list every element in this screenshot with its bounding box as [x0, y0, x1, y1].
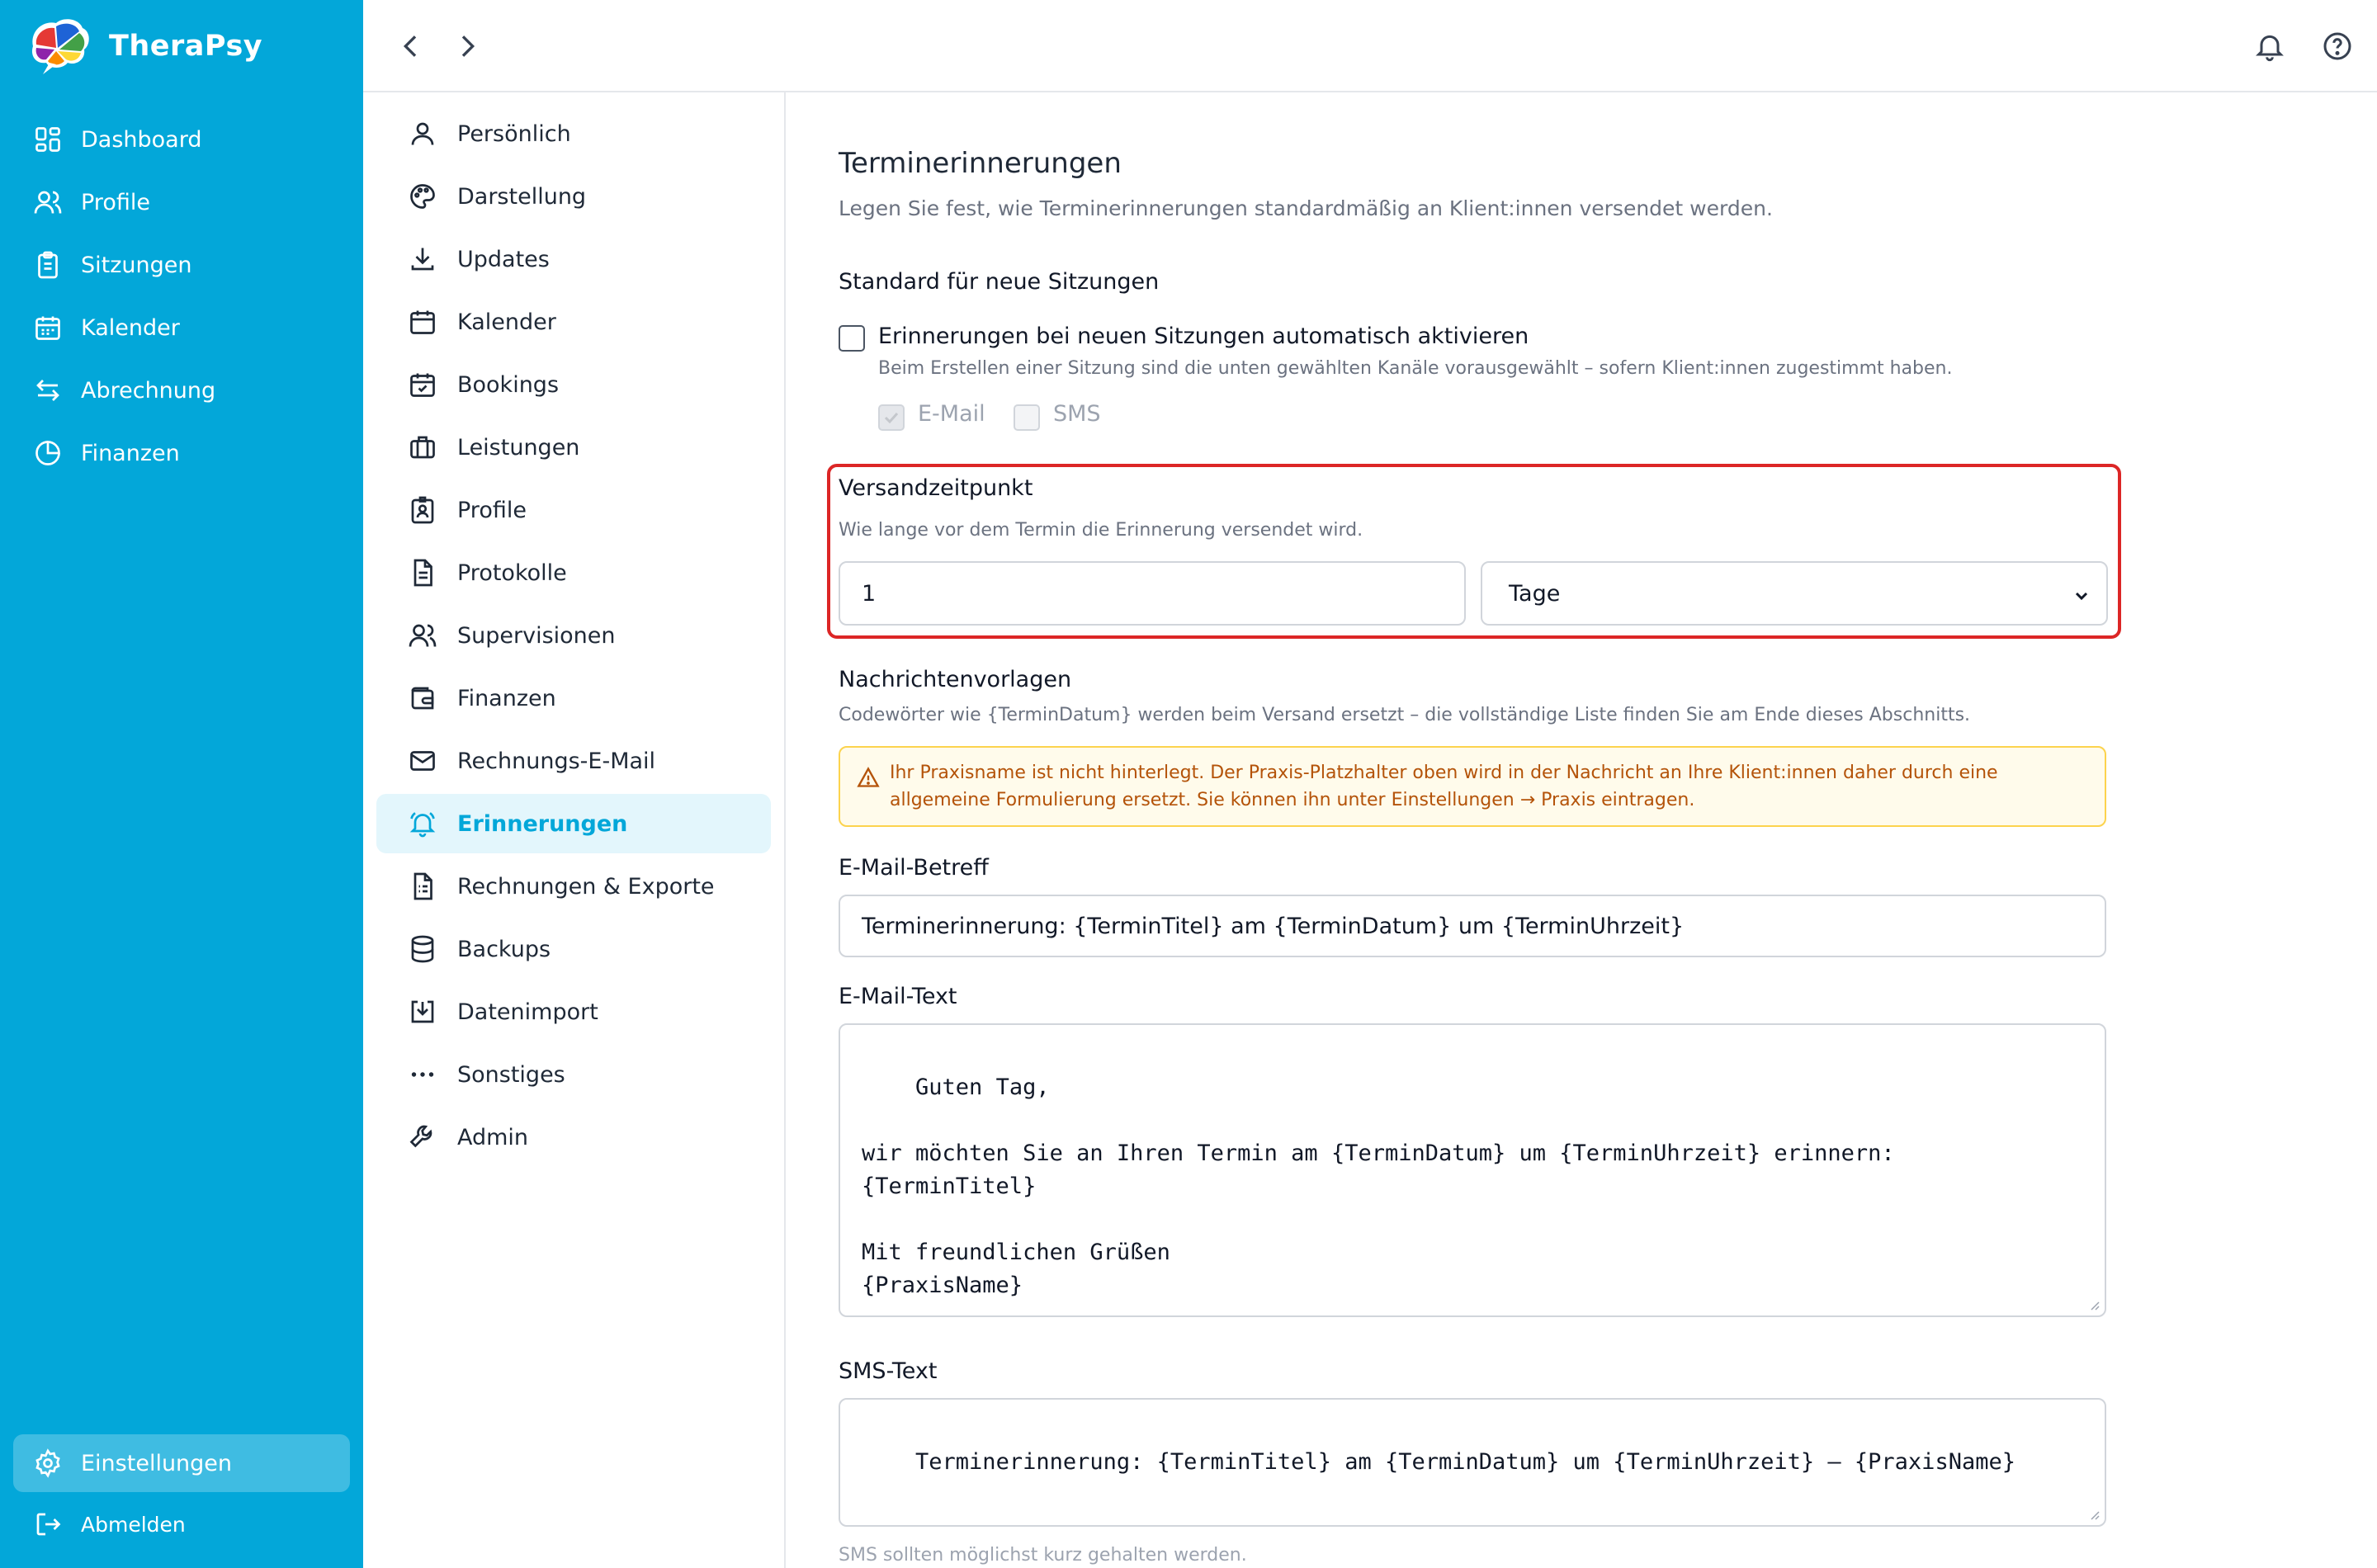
- channel-sms-checkbox[interactable]: [1014, 404, 1040, 431]
- logout-label: Abmelden: [81, 1512, 186, 1537]
- mail-icon: [408, 746, 437, 776]
- settings-item-sonstiges[interactable]: [376, 1045, 771, 1104]
- settings-item-label: Leistungen: [457, 434, 580, 460]
- nav-label: Einstellungen: [81, 1450, 233, 1476]
- settings-item-label: Datenimport: [457, 999, 598, 1025]
- settings-item-label: Darstellung: [457, 183, 587, 210]
- settings-item-bookings[interactable]: [376, 355, 771, 414]
- templates-heading: Nachrichtenvorlagen: [839, 667, 1072, 692]
- chevron-down-icon: [2072, 586, 2091, 606]
- email-body-label: E-Mail-Text: [839, 984, 957, 1009]
- help-button[interactable]: [2321, 30, 2354, 63]
- more-icon: [408, 1060, 437, 1089]
- bell-icon: [2253, 30, 2286, 63]
- settings-item-leistungen[interactable]: [376, 418, 771, 477]
- nav-item-kalender[interactable]: [13, 299, 350, 357]
- briefcase-icon: [408, 432, 437, 462]
- settings-item-label: Backups: [457, 936, 551, 962]
- auto-enable-help: Beim Erstellen einer Sitzung sind die unten gewählten Kanäle vorausgewählt – sofern Klient:innen zugestimmt haben.: [878, 358, 1953, 379]
- settings-item-protokolle[interactable]: [376, 543, 771, 602]
- database-icon: [408, 934, 437, 964]
- timing-help: Wie lange vor dem Termin die Erinnerung versendet wird.: [839, 520, 1363, 541]
- id-badge-icon: [408, 495, 437, 525]
- settings-item-label: Rechnungen & Exporte: [457, 873, 715, 900]
- palette-icon: [408, 182, 437, 211]
- sms-help: SMS sollten möglichst kurz gehalten werden.: [839, 1545, 1247, 1566]
- settings-item-persoenlich[interactable]: [376, 104, 771, 163]
- invoice-icon: [408, 871, 437, 901]
- channel-email-label: E-Mail: [918, 401, 985, 427]
- settings-item-label: Rechnungs-E-Mail: [457, 748, 656, 774]
- timing-unit-value: Tage: [1509, 580, 1561, 607]
- nav-item-profile[interactable]: [13, 173, 350, 231]
- templates-help: Codewörter wie {TerminDatum} werden beim Versand ersetzt – die vollständige Liste finden Sie am Ende dieses Abschnitts.: [839, 705, 1971, 725]
- pie-chart-icon: [33, 438, 63, 468]
- settings-item-darstellung[interactable]: [376, 167, 771, 226]
- settings-item-label: Protokolle: [457, 560, 567, 586]
- logout-icon: [33, 1509, 63, 1539]
- settings-nav: [363, 92, 786, 1568]
- sms-label: SMS-Text: [839, 1358, 938, 1384]
- chevron-left-icon: [395, 30, 428, 63]
- settings-item-rechnungs-email[interactable]: [376, 731, 771, 791]
- channel-sms-label: SMS: [1053, 401, 1101, 427]
- nav-item-finanzen[interactable]: [13, 424, 350, 482]
- email-subject-label: E-Mail-Betreff: [839, 855, 989, 881]
- settings-item-kalender[interactable]: [376, 292, 771, 352]
- resize-grip-icon[interactable]: [2086, 1507, 2100, 1520]
- settings-item-label: Admin: [457, 1124, 529, 1150]
- settings-item-supervisionen[interactable]: [376, 606, 771, 665]
- settings-item-admin[interactable]: [376, 1108, 771, 1167]
- nav-item-einstellungen[interactable]: [13, 1434, 350, 1492]
- settings-item-label: Supervisionen: [457, 622, 616, 649]
- settings-item-backups[interactable]: [376, 919, 771, 979]
- calendar-check-icon: [408, 370, 437, 399]
- settings-item-label: Sonstiges: [457, 1061, 565, 1088]
- sms-textarea[interactable]: [839, 1398, 2106, 1527]
- settings-item-profile[interactable]: [376, 480, 771, 540]
- nav-label: Profile: [81, 189, 150, 215]
- settings-item-label: Updates: [457, 246, 550, 272]
- settings-item-rechnungen-exporte[interactable]: [376, 857, 771, 916]
- nav-label: Dashboard: [81, 126, 202, 153]
- settings-item-label: Bookings: [457, 371, 560, 398]
- settings-item-label: Kalender: [457, 309, 556, 335]
- nav-label: Abrechnung: [81, 377, 216, 404]
- nav-label: Sitzungen: [81, 252, 192, 278]
- bell-ring-icon: [408, 809, 437, 838]
- page-title: Terminerinnerungen: [839, 147, 1122, 180]
- nav-item-sitzungen[interactable]: [13, 236, 350, 294]
- warning-text: Ihr Praxisname ist nicht hinterlegt. Der Praxis-Platzhalter oben wird in der Nachricht an Ihre Klient:innen daher durch eine allgemeine Formulierung ersetzt. Sie können ihn unter Einstellungen → Praxis eintragen.: [890, 763, 1998, 810]
- calendar-icon: [408, 307, 437, 337]
- notifications-button[interactable]: [2253, 30, 2286, 63]
- settings-item-finanzen[interactable]: [376, 668, 771, 728]
- timing-heading: Versandzeitpunkt: [839, 475, 1033, 501]
- settings-item-erinnerungen[interactable]: [376, 794, 771, 853]
- email-body-textarea[interactable]: [839, 1023, 2106, 1317]
- grid-icon: [33, 125, 63, 154]
- back-button[interactable]: [395, 30, 428, 63]
- brand-name: TheraPsy: [109, 30, 263, 63]
- logout-button[interactable]: [13, 1495, 350, 1553]
- warning-triangle-icon: [857, 766, 880, 789]
- main-content: [786, 92, 2377, 1568]
- settings-item-label: Finanzen: [457, 685, 556, 711]
- download-icon: [408, 244, 437, 274]
- wrench-icon: [408, 1122, 437, 1152]
- timing-amount-input[interactable]: 1: [839, 561, 1466, 626]
- app-sidebar: [0, 0, 363, 1568]
- page-subtitle: Legen Sie fest, wie Terminerinnerungen standardmäßig an Klient:innen versendet werden.: [839, 196, 1773, 220]
- settings-item-label: Erinnerungen: [457, 810, 628, 837]
- clipboard-icon: [33, 250, 63, 280]
- settings-item-label: Profile: [457, 497, 527, 523]
- help-circle-icon: [2321, 30, 2354, 63]
- document-icon: [408, 558, 437, 588]
- nav-label: Finanzen: [81, 440, 180, 466]
- channel-email-checkbox[interactable]: [878, 404, 905, 431]
- wallet-icon: [408, 683, 437, 713]
- timing-unit-select[interactable]: [1481, 561, 2108, 626]
- brain-logo-icon: [25, 15, 92, 78]
- nav-label: Kalender: [81, 314, 180, 341]
- forward-button[interactable]: [451, 30, 484, 63]
- practice-name-warning: [839, 746, 2106, 827]
- nav-item-abrechnung[interactable]: [13, 361, 350, 419]
- nav-item-dashboard[interactable]: [13, 111, 350, 168]
- defaults-heading: Standard für neue Sitzungen: [839, 269, 1160, 295]
- top-bar: [363, 0, 2377, 92]
- settings-item-datenimport[interactable]: [376, 982, 771, 1041]
- chevron-right-icon: [451, 30, 484, 63]
- calendar-icon: [33, 313, 63, 342]
- auto-enable-label: Erinnerungen bei neuen Sitzungen automatisch aktivieren: [878, 324, 1529, 349]
- user-icon: [408, 119, 437, 149]
- resize-grip-icon[interactable]: [2086, 1297, 2100, 1311]
- sms-text: Terminerinnerung: {TerminTitel} am {TerminDatum} um {TerminUhrzeit} – {PraxisName}: [915, 1449, 2015, 1475]
- users-icon: [33, 187, 63, 217]
- settings-item-updates[interactable]: [376, 229, 771, 289]
- gear-icon: [33, 1448, 63, 1478]
- arrows-exchange-icon: [33, 375, 63, 405]
- import-icon: [408, 997, 437, 1027]
- app-logo[interactable]: [25, 15, 262, 78]
- email-body-text: Guten Tag, wir möchten Sie an Ihren Termin am {TerminDatum} um {TerminUhrzeit} erinnern: {TerminTitel} Mit freundlichen Grüßen {PraxisName}: [862, 1074, 1895, 1298]
- users-icon: [408, 621, 437, 650]
- auto-enable-checkbox[interactable]: [839, 325, 865, 352]
- email-subject-input[interactable]: Terminerinnerung: {TerminTitel} am {TerminDatum} um {TerminUhrzeit}: [839, 895, 2106, 957]
- settings-item-label: Persönlich: [457, 120, 571, 147]
- check-icon: [881, 408, 901, 427]
